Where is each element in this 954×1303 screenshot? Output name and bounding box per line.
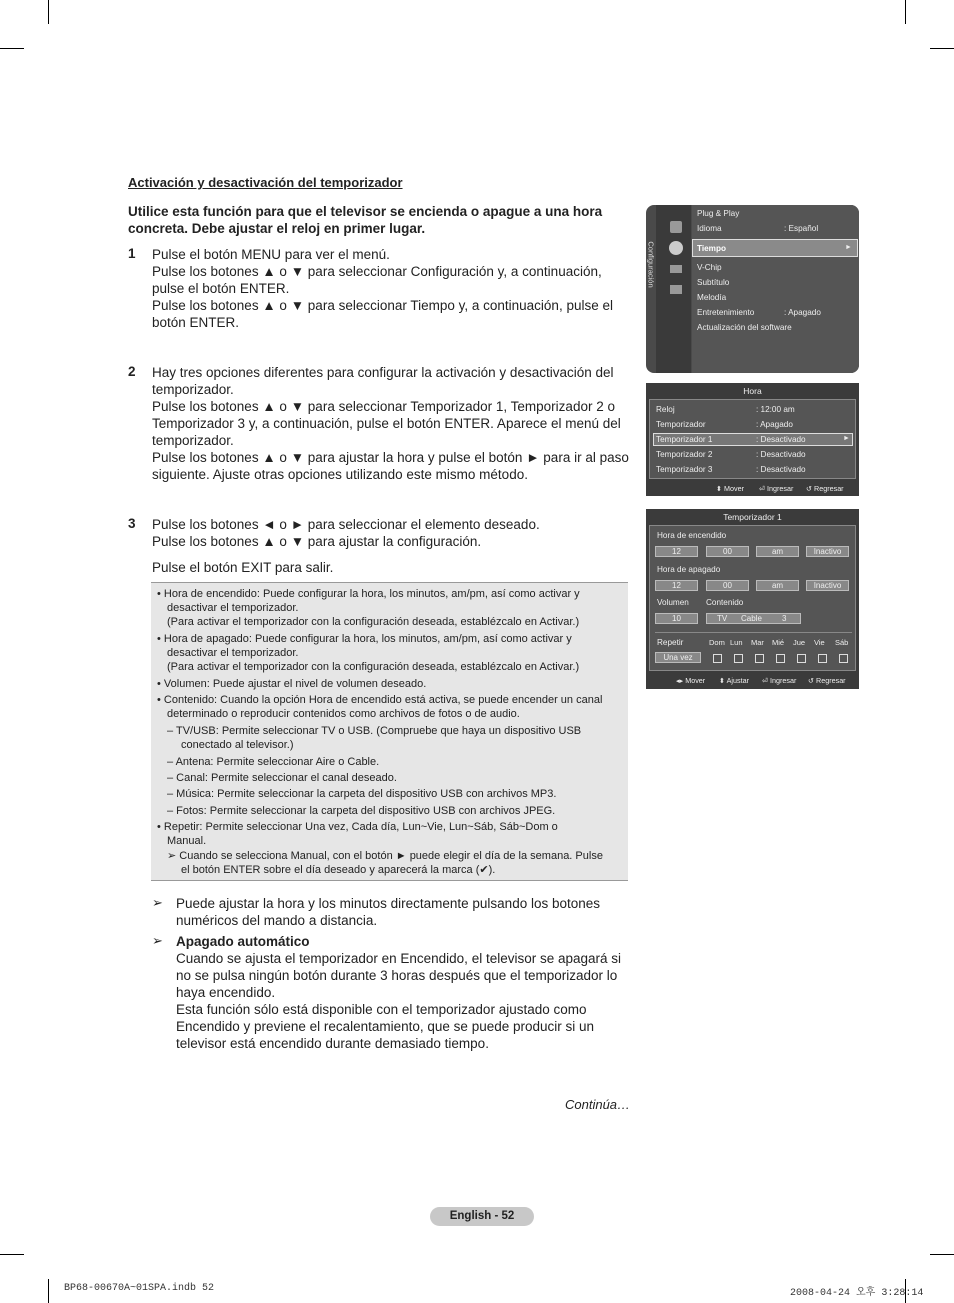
tip-line: Puede ajustar la hora y los minutos directamente pulsando los botones (176, 896, 601, 911)
day-checkbox[interactable] (755, 654, 764, 663)
note-line: ➢ Cuando se selecciona Manual, con el botón ► puede elegir el día de la semana. Pulse (167, 850, 603, 862)
day-checkbox[interactable] (734, 654, 743, 663)
on-time-label: Hora de encendido (657, 531, 727, 540)
row-label[interactable]: Temporizador 1 (656, 435, 713, 444)
day-label: Mar (751, 638, 764, 647)
step-line: Hay tres opciones diferentes para configurar la activación y desactivación del (152, 365, 614, 380)
row-value: : Desactivado (756, 465, 806, 474)
crop-mark (0, 1254, 24, 1255)
note-line: • Hora de encendido: Puede configurar la hora, los minutos, am/pm, así como activar y (157, 588, 580, 600)
hint-move: ◂▸ Mover (676, 676, 706, 685)
step-1 (152, 246, 630, 331)
step-line: temporizador. (152, 433, 234, 448)
tip-line: no se pulsa ningún botón durante 3 horas después que el temporizador lo (176, 968, 618, 983)
day-checkbox[interactable] (839, 654, 848, 663)
note-line: desactivar el temporizador. (167, 647, 299, 659)
menu-item-subtitle[interactable]: Subtítulo (697, 278, 730, 287)
tip-line: Cuando se ajusta el temporizador en Encendido, el televisor se apagará si (176, 951, 622, 966)
note-line: • Contenido: Cuando la opción Hora de encendido está activa, se puede encender un canal (157, 694, 603, 706)
panel-title: Hora (743, 386, 762, 396)
application-icon (670, 285, 682, 294)
crop-mark (48, 1279, 49, 1303)
tv-timer-menu (646, 509, 859, 689)
note-line: • Repetir: Permite seleccionar Una vez, Cada día, Lun~Vie, Lun~Sáb, Sáb~Dom o (157, 821, 558, 833)
note-line: – Fotos: Permite seleccionar la carpeta del dispositivo USB con archivos JPEG. (167, 805, 556, 817)
day-checkbox[interactable] (818, 654, 827, 663)
hint-enter: ⏎ Ingresar (762, 676, 797, 685)
row-value: : Desactivado (756, 435, 806, 444)
tip-line: haya encendido. (176, 985, 276, 1000)
on-minute-field[interactable]: 00 (706, 546, 749, 557)
step-line: Temporizador 3 y, a continuación, pulse el botón ENTER. Aparece el menú del (152, 416, 621, 431)
note-line: (Para activar el temporizador con la configuración deseada, establézcalo en Activar.) (167, 661, 580, 673)
step-number: 1 (128, 246, 136, 261)
step-line: Pulse el botón EXIT para salir. (152, 560, 334, 575)
note-line: conectado al televisor.) (181, 739, 294, 751)
timer-settings (649, 525, 856, 671)
step-line: Pulse los botones ▲ o ▼ para ajustar la hora y pulse el botón ► para ir al paso (152, 450, 629, 465)
row-label[interactable]: Reloj (656, 405, 675, 414)
day-checkbox[interactable] (713, 654, 722, 663)
picture-icon (670, 221, 682, 233)
right-arrow-icon: ► (843, 435, 850, 442)
channel-value: 3 (782, 614, 787, 623)
step-line: temporizador. (152, 382, 234, 397)
crop-mark (0, 48, 24, 49)
tip-line: Encendido y previene el recalentamiento, que se puede producir si un (176, 1019, 595, 1034)
hint-move: ⬍ Mover (716, 484, 744, 493)
step-number: 2 (128, 364, 136, 379)
row-label[interactable]: Temporizador 3 (656, 465, 713, 474)
day-label: Lun (730, 638, 743, 647)
note-line: • Volumen: Puede ajustar el nivel de volumen deseado. (157, 678, 427, 690)
content-field[interactable] (706, 613, 801, 624)
off-status-field[interactable]: Inactivo (806, 580, 849, 591)
tip-arrow-icon: ➢ (152, 933, 163, 948)
on-hour-field[interactable]: 12 (655, 546, 698, 557)
crop-mark (48, 0, 49, 24)
crop-mark (930, 48, 954, 49)
step-line: siguiente. Ajuste otras opciones utilizando este mismo método. (152, 467, 528, 482)
tip-line: Esta función sólo está disponible con el temporizador ajustado como (176, 1002, 587, 1017)
on-ampm-field[interactable]: am (756, 546, 799, 557)
note-line: – Canal: Permite seleccionar el canal deseado. (167, 772, 397, 784)
time-menu-list (649, 399, 856, 479)
divider (655, 632, 852, 633)
note-line: – TV/USB: Permite seleccionar TV o USB. (Compruebe que haya un dispositivo USB (167, 725, 582, 737)
menu-item-language[interactable]: Idioma (697, 224, 722, 233)
tip-2 (176, 933, 630, 1052)
row-label[interactable]: Temporizador 2 (656, 450, 713, 459)
page-number: English - 52 (430, 1207, 534, 1226)
row-value: : Apagado (756, 420, 793, 429)
menu-item-time[interactable]: Tiempo (697, 244, 726, 253)
row-value: : 12:00 am (756, 405, 795, 414)
crop-mark (905, 0, 906, 24)
hint-enter: ⏎ Ingresar (759, 484, 794, 493)
footer-file: BP68-00670A~01SPA.indb 52 (64, 1283, 215, 1294)
row-value: : Desactivado (756, 450, 806, 459)
note-line: – Música: Permite seleccionar la carpeta del dispositivo USB con archivos MP3. (167, 788, 557, 800)
content-label: Contenido (706, 598, 744, 607)
panel-title: Temporizador 1 (723, 512, 782, 522)
note-box (151, 582, 628, 881)
hint-return: ↺ Regresar (806, 484, 844, 493)
tip-line: televisor está encendido durante demasiado tiempo. (176, 1036, 489, 1051)
step-line: Pulse el botón MENU para ver el menú. (152, 247, 390, 262)
day-checkbox[interactable] (797, 654, 806, 663)
antenna-value: Cable (741, 614, 762, 623)
volume-label: Volumen (657, 598, 689, 607)
menu-item-entertainment[interactable]: Entretenimiento (697, 308, 755, 317)
note-line: determinado o reproducir contenidos como archivos de fotos o de audio. (167, 708, 520, 720)
note-line: (Para activar el temporizador con la configuración deseada, establézcalo en Activar.) (167, 616, 580, 628)
note-line: – Antena: Permite seleccionar Aire o Cable. (167, 756, 380, 768)
volume-field[interactable]: 10 (655, 613, 698, 624)
step-3 (152, 516, 630, 576)
note-line: desactivar el temporizador. (167, 602, 299, 614)
input-icon (670, 265, 682, 273)
day-label: Jue (793, 638, 806, 647)
note-line: • Hora de apagado: Puede configurar la hora, los minutos, am/pm, así como activar y (157, 633, 572, 645)
day-label: Dom (709, 638, 725, 647)
continues-label: Continúa… (565, 1097, 631, 1112)
spacer (152, 550, 630, 559)
intro-text: Utilice esta función para que el televisor se encienda o apague a una hora concreta. Debe ajustar el reloj en primer lugar. (128, 204, 603, 236)
step-line: Pulse los botones ▲ o ▼ para seleccionar Tiempo y, a continuación, pulse el (152, 298, 613, 313)
step-line: pulse el botón ENTER. (152, 281, 290, 296)
step-line: Pulse los botones ◄ o ► para seleccionar el elemento deseado. (152, 517, 540, 532)
tv-time-menu (646, 383, 859, 496)
crop-mark (930, 1254, 954, 1255)
row-label[interactable]: Temporizador (656, 420, 706, 429)
source-value: TV (717, 614, 728, 623)
off-minute-field[interactable]: 00 (706, 580, 749, 591)
menu-item-software-update[interactable]: Actualización del software (697, 323, 792, 332)
language-value: : Español (784, 224, 819, 233)
day-checkbox[interactable] (776, 654, 785, 663)
step-line: Pulse los botones ▲ o ▼ para ajustar la configuración. (152, 534, 482, 549)
tip-arrow-icon: ➢ (152, 895, 163, 910)
step-line: botón ENTER. (152, 315, 240, 330)
gear-icon (669, 241, 683, 255)
menu-list (692, 205, 859, 373)
tip-title: Apagado automático (176, 934, 310, 949)
hint-return: ↺ Regresar (808, 676, 846, 685)
day-label: Vie (814, 638, 825, 647)
menu-item-melody[interactable]: Melodía (697, 293, 727, 302)
off-hour-field[interactable]: 12 (655, 580, 698, 591)
day-label: Sáb (835, 638, 849, 647)
footer-date: 2008-04-24 오후 3:28:14 (790, 1288, 924, 1299)
sidebar-label: Configuración (646, 241, 656, 288)
step-2 (152, 364, 630, 483)
right-arrow-icon: ► (845, 244, 852, 251)
tip-1 (176, 895, 630, 929)
tip-line: numéricos del mando a distancia. (176, 913, 378, 928)
step-line: Pulse los botones ▲ o ▼ para seleccionar Configuración y, a continuación, (152, 264, 602, 279)
menu-item-plug-play[interactable]: Plug & Play (697, 209, 740, 218)
repeat-field[interactable]: Una vez (655, 652, 701, 663)
off-ampm-field[interactable]: am (756, 580, 799, 591)
hint-adjust: ⬍ Ajustar (719, 676, 749, 685)
step-line: Pulse los botones ▲ o ▼ para seleccionar Temporizador 1, Temporizador 2 o (152, 399, 615, 414)
section-heading: Activación y desactivación del temporizador (128, 175, 403, 190)
step-number: 3 (128, 516, 136, 531)
tv-setup-menu (646, 205, 859, 373)
day-label: Mié (772, 638, 785, 647)
note-line: Manual. (167, 835, 207, 847)
repeat-label: Repetir (657, 638, 684, 647)
off-time-label: Hora de apagado (657, 565, 721, 574)
entertainment-value: : Apagado (784, 308, 821, 317)
menu-item-vchip[interactable]: V-Chip (697, 263, 722, 272)
note-line: el botón ENTER sobre el día deseado y aparecerá la marca (✔). (181, 864, 496, 876)
on-status-field[interactable]: Inactivo (806, 546, 849, 557)
